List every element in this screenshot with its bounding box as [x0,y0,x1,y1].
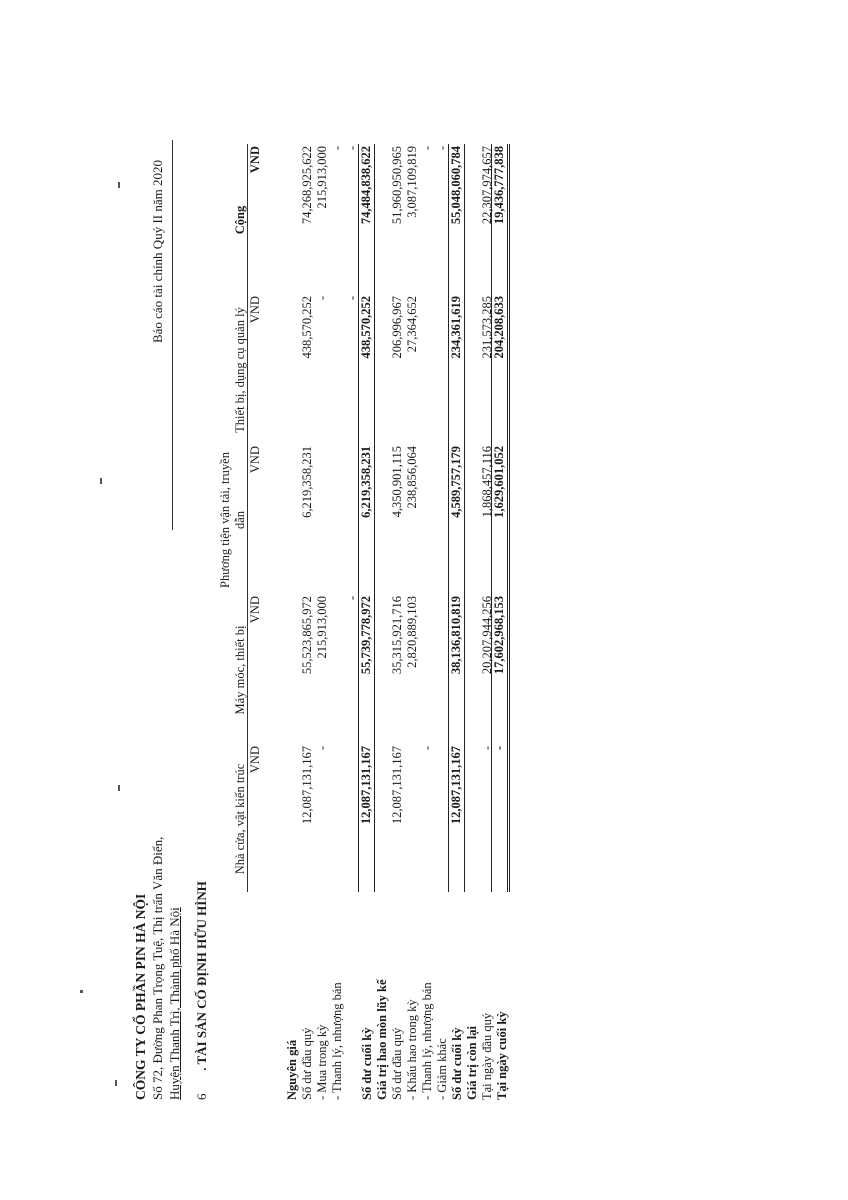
table-cell: - [480,746,494,751]
table-cell: 55,048,060,784 [448,144,465,294]
table-cell: - [491,744,510,892]
table-cell: 74,268,925,622 [300,146,314,225]
table-cell: 38,136,810,819 [448,594,465,744]
table-cell: 238,856,064 [405,446,419,509]
section-title: . TÀI SẢN CỐ ĐỊNH HỮU HÌNH [194,881,209,1071]
rotated-document-page [110,120,610,1100]
header-divider [172,140,173,530]
row-label: Số dư cuối kỳ [360,1027,374,1100]
table-cell: 20,207,944,256 [480,596,494,675]
table-cell: 12,087,131,167 [390,746,404,825]
scan-speck [100,478,102,484]
row-label: Số dư cuối kỳ [450,1027,464,1100]
table-cell: - [435,146,449,151]
table-cell: 6,219,358,231 [358,444,375,594]
table-row [285,140,300,1100]
table-cell: 12,087,131,167 [358,744,375,892]
table-cell: 1,868,457,116 [480,446,494,518]
row-label: - Thanh lý, nhượng bán [420,982,434,1100]
table-cell: 204,208,633 [491,294,510,444]
unit-cell: VND [247,594,263,744]
table-row [300,140,315,1100]
row-label: - Mua trong kỳ [315,1024,329,1100]
table-cell: 17,602,968,153 [491,594,510,744]
table-row [405,140,420,1100]
table-cell: 12,087,131,167 [300,746,314,825]
col-header-buildings: Nhà cửa, vật kiến trúc [233,763,247,875]
fixed-assets-table [208,140,510,1100]
table-cell: 231,573,285 [480,296,494,359]
scan-speck [115,1080,117,1086]
row-label: Tại ngày đầu quý [480,1012,494,1100]
section-number: 6 [194,1093,209,1100]
row-label: Giá trị hao mòn lũy kế [375,979,389,1100]
row-label: - Thanh lý, nhượng bán [330,982,344,1100]
unit-cell: VND [247,744,263,892]
company-address-line2: Huyện Thanh Trì, Thành phố Hà Nội [167,907,182,1100]
row-label: Nguyên giá [285,1039,299,1100]
unit-cell: VND [247,444,263,594]
table-cell: 55,739,778,972 [358,594,375,744]
scan-speck [80,990,83,993]
table-cell: - [345,596,359,601]
table-cell: - [420,746,434,751]
table-row-total [360,140,375,1100]
table-row [315,140,330,1100]
row-label: - Khấu hao trong kỳ [405,999,419,1100]
table-cell: - [315,746,329,751]
col-header-office-equipment: Thiết bị, dụng cụ quản lý [233,307,247,433]
table-cell: 438,570,252 [300,296,314,359]
table-cell: 22,307,974,657 [480,146,494,225]
scan-speck [118,182,120,188]
table-cell: 4,350,901,115 [390,446,404,518]
report-title: Báo cáo tài chính Quý II năm 2020 [150,160,165,344]
table-cell: 6,219,358,231 [300,446,314,518]
table-cell: - [330,146,344,151]
table-row [375,140,390,1100]
company-name: CÔNG TY CỔ PHẦN PIN HÀ NỘI [133,893,148,1100]
company-address-line1: Số 72, Đường Phan Trọng Tuệ, Thị trấn Văn Điển, [150,836,165,1100]
table-unit-row [248,140,263,1100]
table-cell: 438,570,252 [358,294,375,444]
table-row-final [492,140,510,1100]
table-cell: 27,364,652 [405,296,419,353]
unit-cell: VND [247,294,263,444]
table-cell: 55,523,865,972 [300,596,314,675]
table-cell: 234,361,619 [448,294,465,444]
row-label: Số dư đầu quý [390,1027,404,1100]
row-label: Số dư đầu quý [300,1027,314,1100]
row-label: Tại ngày cuối kỳ [495,1011,509,1100]
table-cell: 3,087,109,819 [405,146,419,218]
col-header-machinery: Máy móc, thiết bị [233,625,247,715]
table-cell: 74,484,838,622 [358,144,375,294]
table-cell: - [345,296,359,301]
table-cell: 12,087,131,167 [448,744,465,892]
table-cell: 1,629,601,052 [491,444,510,594]
unit-cell: VND [247,144,263,294]
col-header-total: Cộng [233,205,247,235]
row-label: - Giảm khác [435,1038,449,1100]
table-cell: 35,315,921,716 [390,596,404,675]
table-cell: - [420,146,434,151]
table-row [420,140,435,1100]
table-cell: 4,589,757,179 [448,444,465,594]
company-header [132,837,183,1100]
col-header-vehicles: Phương tiện vận tải, truyền dẫn [218,452,247,588]
table-row [465,140,480,1100]
row-label: Giá trị còn lại [465,1026,479,1100]
table-row [330,140,345,1100]
table-cell: 206,996,967 [390,296,404,359]
table-cell: - [315,296,329,301]
table-cell: 19,436,777,838 [491,144,510,294]
table-cell: 215,913,000 [315,146,329,209]
table-cell: 215,913,000 [315,596,329,659]
table-row [390,140,405,1100]
table-row-total [450,140,465,1100]
table-cell: - [345,146,359,151]
table-cell: 2,820,889,103 [405,596,419,668]
table-header-row [208,140,248,1100]
table-cell: 51,960,950,965 [390,146,404,225]
scan-speck [118,785,120,791]
